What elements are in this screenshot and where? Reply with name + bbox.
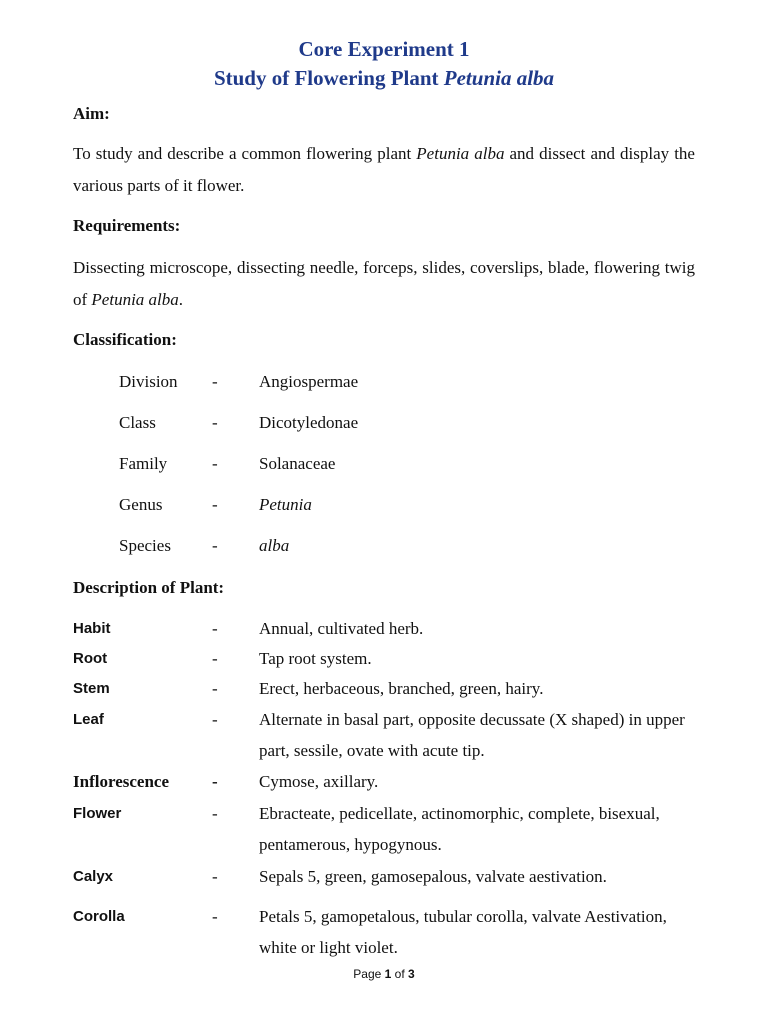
requirements-heading: Requirements: — [73, 216, 181, 235]
description-value: Petals 5, gamopetalous, tubular corolla, valvate Aestivation, white or light violet. — [259, 907, 667, 957]
description-dash: - — [212, 804, 218, 823]
title-line-1: Core Experiment 1 — [298, 37, 470, 61]
description-value: Sepals 5, green, gamosepalous, valvate aestivation. — [259, 867, 607, 886]
description-dash: - — [212, 679, 218, 698]
description-dash: - — [212, 649, 218, 668]
classification-label: Division — [119, 372, 178, 391]
description-value: Alternate in basal part, opposite decussate (X shaped) in upper part, sessile, ovate with acute tip. — [259, 710, 685, 760]
classification-row — [0, 371, 768, 393]
description-dash: - — [212, 907, 218, 926]
footer-page-word: Page — [353, 967, 382, 981]
description-value: Erect, herbaceous, branched, green, hairy. — [259, 679, 544, 698]
classification-row — [0, 412, 768, 434]
subtitle-species: Petunia alba — [443, 66, 555, 90]
description-dash: - — [212, 619, 218, 638]
description-value: Cymose, axillary. — [259, 772, 379, 791]
classification-heading: Classification: — [73, 330, 177, 349]
description-dash: - — [212, 867, 218, 886]
description-heading: Description of Plant: — [73, 578, 225, 597]
footer-of-word: of — [394, 967, 405, 981]
description-label: Root — [73, 650, 108, 667]
description-value: Ebracteate, pedicellate, actinomorphic, complete, bisexual, pentamerous, hypogynous. — [259, 804, 660, 854]
footer-current-page: 1 — [384, 967, 392, 981]
page-title — [0, 37, 768, 61]
requirements-text-part2: . — [178, 290, 184, 309]
description-label: Leaf — [73, 711, 104, 728]
page-footer — [0, 966, 768, 982]
classification-label: Family — [119, 454, 168, 473]
aim-text-part2: and dissect and display the various parts of it flower. — [73, 144, 695, 195]
classification-label: Species — [119, 536, 171, 555]
classification-row — [0, 535, 768, 557]
description-label: Flower — [73, 805, 122, 822]
requirements-text-species: Petunia alba — [91, 290, 179, 309]
classification-dash: - — [212, 536, 218, 555]
description-label: Stem — [73, 680, 110, 697]
aim-text — [73, 138, 695, 202]
classification-dash: - — [212, 454, 218, 473]
classification-dash: - — [212, 495, 218, 514]
classification-dash: - — [212, 372, 218, 391]
description-label: Calyx — [73, 868, 114, 885]
requirements-text — [73, 252, 695, 316]
classification-label: Class — [119, 413, 156, 432]
description-dash: - — [212, 710, 218, 729]
requirements-text-part1: Dissecting microscope, dissecting needle, forceps, slides, coverslips, blade, flowering twig of — [73, 258, 695, 309]
classification-value: alba — [259, 536, 290, 555]
description-value: Annual, cultivated herb. — [259, 619, 424, 638]
aim-text-species: Petunia alba — [416, 144, 505, 163]
page-subtitle — [0, 66, 768, 90]
classification-value: Solanaceae — [259, 454, 336, 473]
description-label: Habit — [73, 620, 111, 637]
footer-total-pages: 3 — [408, 967, 415, 981]
classification-value: Angiospermae — [259, 372, 359, 391]
classification-value: Dicotyledonae — [259, 413, 359, 432]
classification-row — [0, 494, 768, 516]
aim-heading: Aim: — [73, 104, 110, 123]
description-label: Corolla — [73, 908, 125, 925]
description-value: Tap root system. — [259, 649, 372, 668]
classification-value: Petunia — [259, 495, 312, 514]
aim-text-part1: To study and describe a common flowering plant — [73, 144, 417, 163]
classification-row — [0, 453, 768, 475]
description-label: Inflorescence — [73, 772, 169, 791]
description-dash: - — [212, 772, 218, 791]
classification-dash: - — [212, 413, 218, 432]
classification-label: Genus — [119, 495, 163, 514]
subtitle-prefix: Study of Flowering Plant — [213, 66, 444, 90]
